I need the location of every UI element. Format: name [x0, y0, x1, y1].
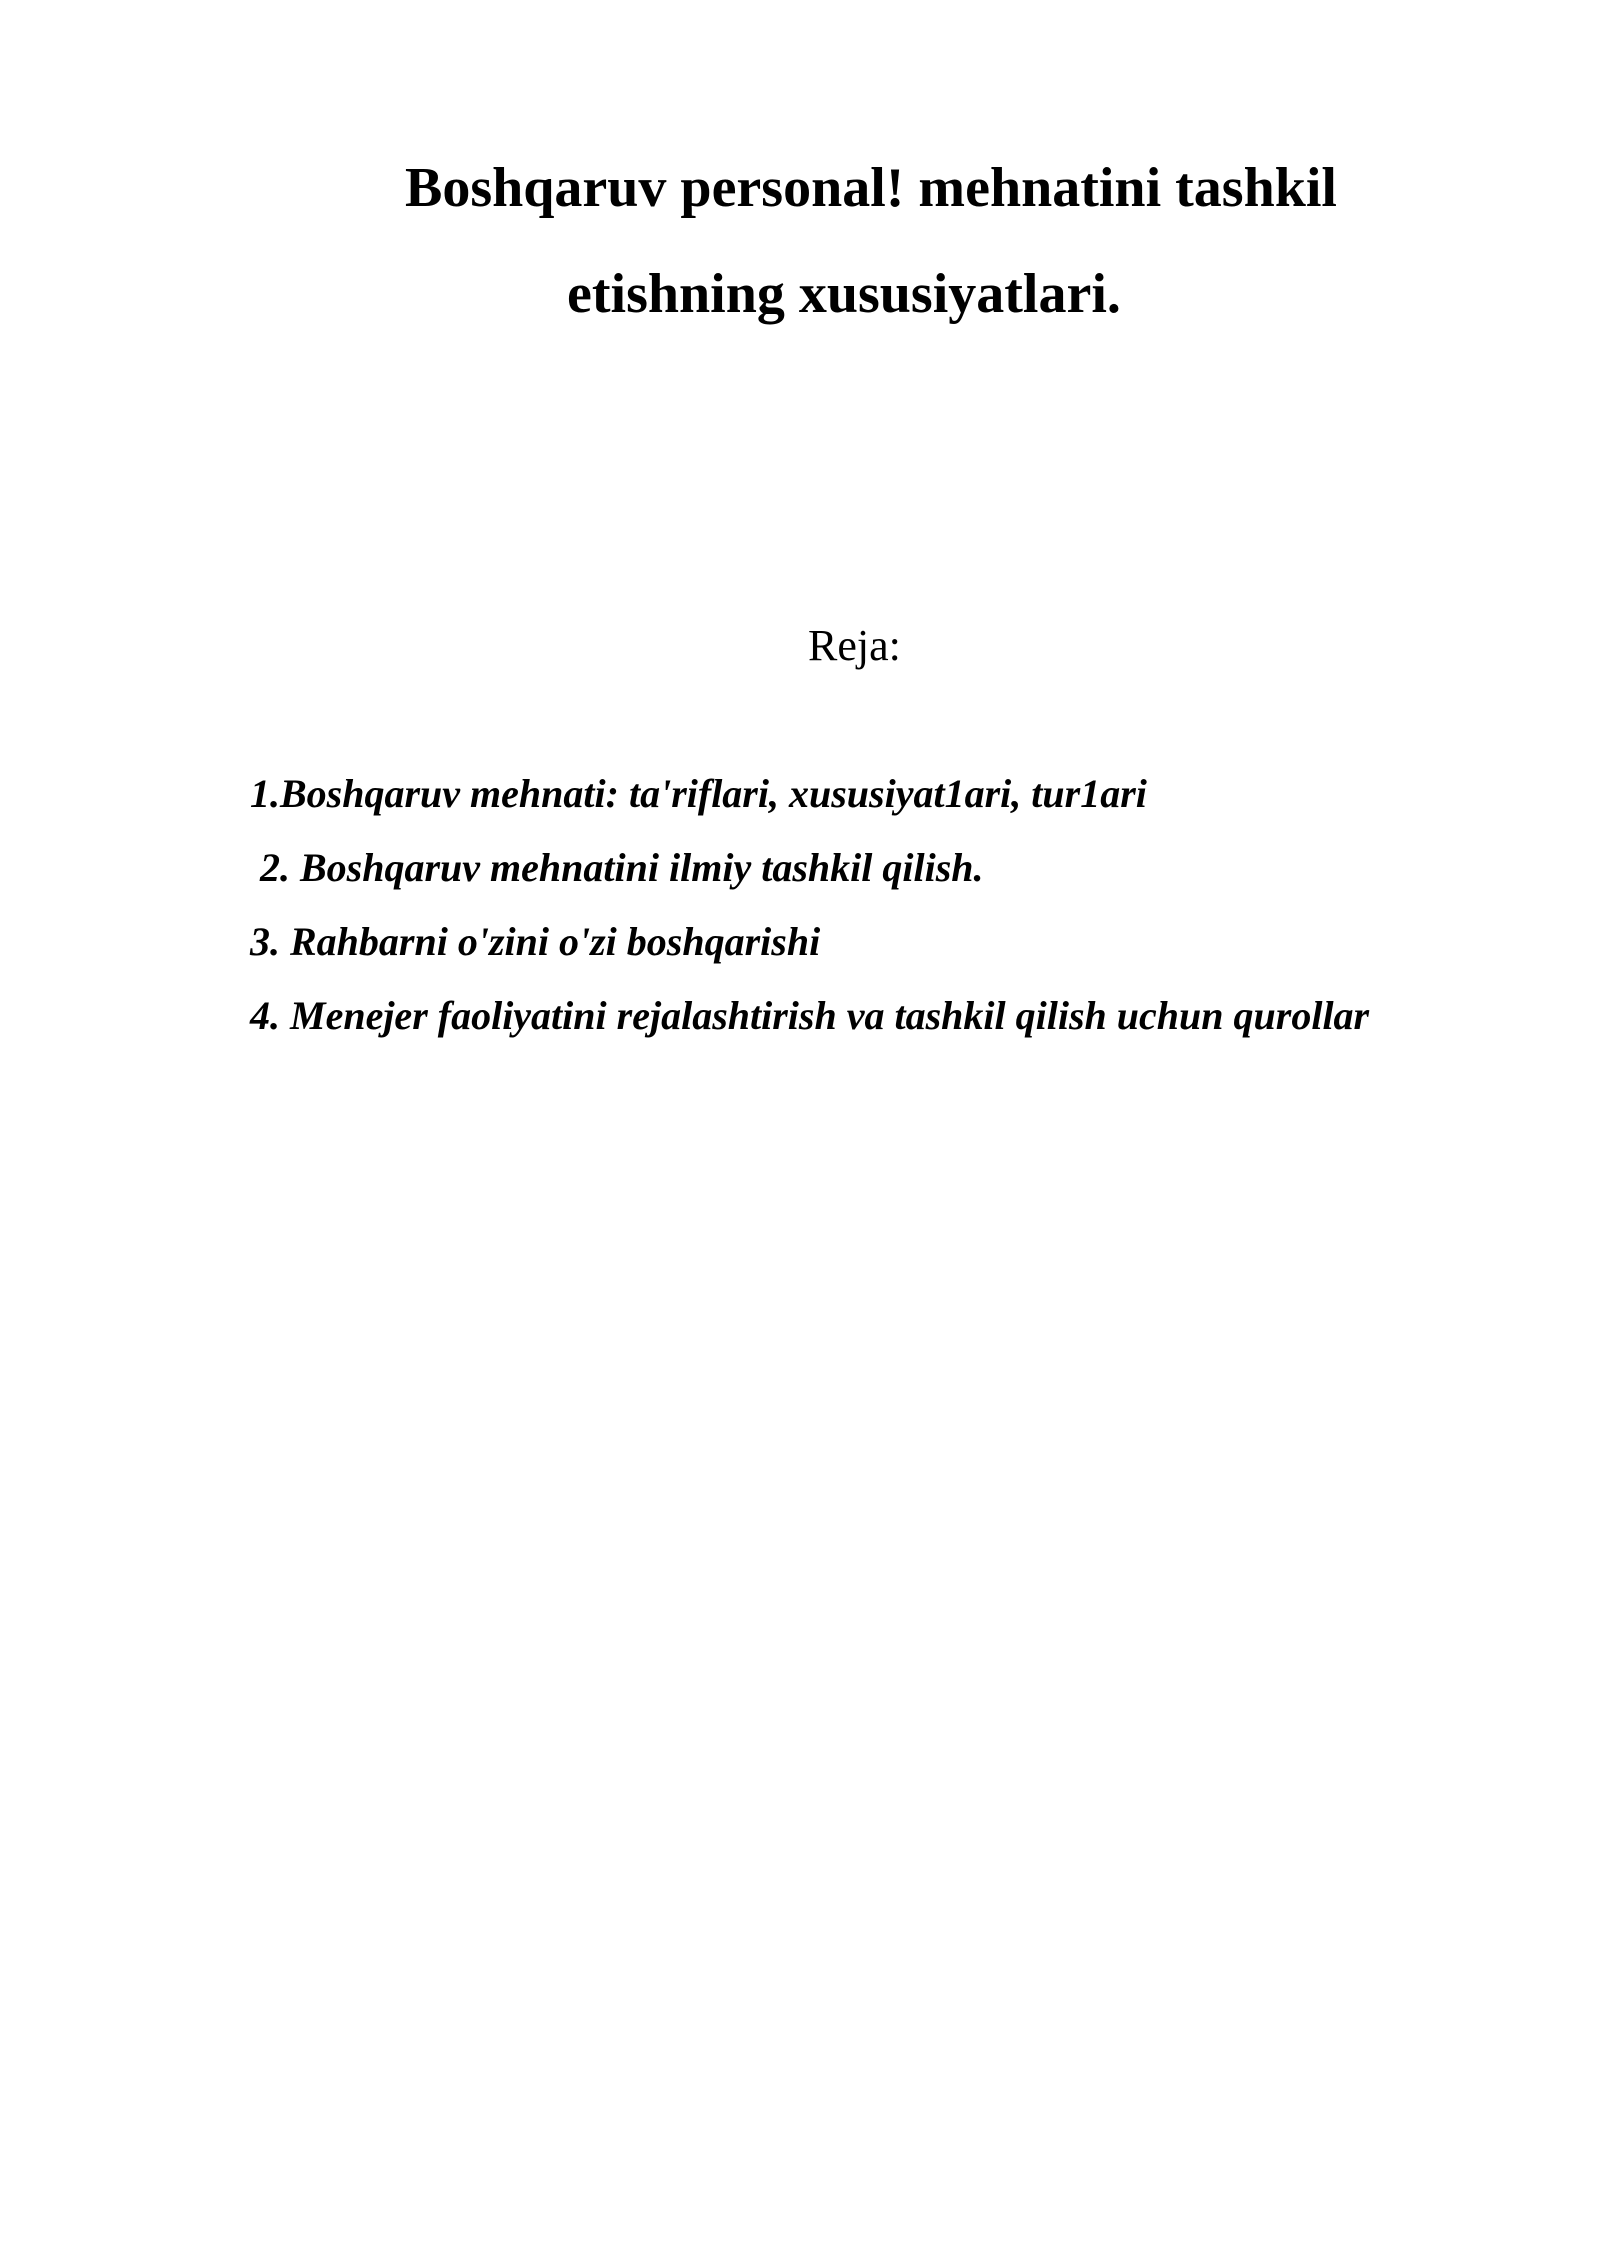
- plan-item: 1.Boshqaruv mehnati: ta'riflari, xususiyat1ari, tur1ari: [250, 771, 1147, 816]
- document-title-line-2: etishning xususiyatlari.: [567, 263, 1121, 325]
- plan-heading: Reja:: [808, 621, 901, 670]
- plan-item: 3. Rahbarni o'zini o'zi boshqarishi: [250, 919, 821, 964]
- document-title-line-1: Boshqaruv personal! mehnatini tashkil: [405, 157, 1337, 219]
- plan-item: 2. Boshqaruv mehnatini ilmiy tashkil qilish.: [260, 845, 984, 890]
- plan-item: 4. Menejer faoliyatini rejalashtirish va tashkil qilish uchun qurollar: [250, 993, 1370, 1038]
